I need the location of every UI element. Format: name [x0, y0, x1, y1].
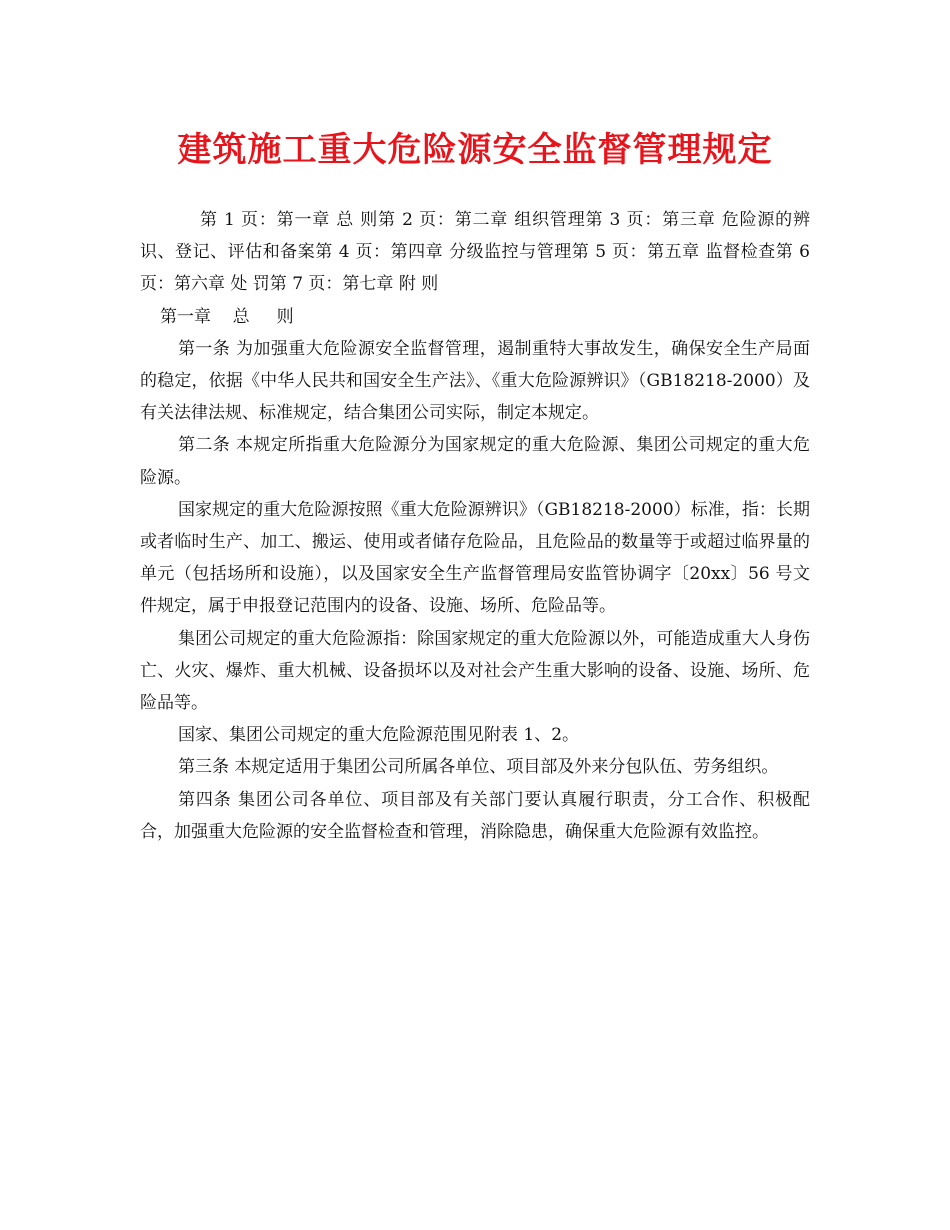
paragraph-national-definition: 国家规定的重大危险源按照《重大危险源辨识》（GB18218-2000）标准，指：长期或者临时生产、加工、搬运、使用或者储存危险品，且危险品的数量等于或超过临界量的单元（包括场所和设施），以及国家安全生产监督管理局安监管协调字〔20xx〕56 号文件规定，属于申报登记范围内的设备、设施、场所、危险品等。 [140, 499, 810, 617]
document-body [140, 204, 810, 848]
chapter-heading: 第一章 总 则 [160, 306, 294, 327]
table-of-contents: 第 1 页：第一章 总 则第 2 页：第二章 组织管理第 3 页：第三章 危险源的辨识、登记、评估和备案第 4 页：第四章 分级监控与管理第 5 页：第五章 监督检查第 6 页：第六章 处 罚第 7 页：第七章 附 则 [140, 210, 810, 295]
paragraph-article-1: 第一条 为加强重大危险源安全监督管理，遏制重特大事故发生，确保安全生产局面的稳定，依据《中华人民共和国安全生产法》、《重大危险源辨识》（GB18218-2000）及有关法律法规、标准规定，结合集团公司实际，制定本规定。 [140, 338, 810, 424]
paragraph-article-4: 第四条 集团公司各单位、项目部及有关部门要认真履行职责，分工合作、积极配合，加强重大危险源的安全监督检查和管理，消除隐患，确保重大危险源有效监控。 [140, 789, 810, 842]
paragraph-article-3: 第三条 本规定适用于集团公司所属各单位、项目部及外来分包队伍、劳务组织。 [178, 757, 779, 778]
paragraph-scope-reference: 国家、集团公司规定的重大危险源范围见附表 1、2。 [178, 725, 580, 746]
paragraph-article-2: 第二条 本规定所指重大危险源分为国家规定的重大危险源、集团公司规定的重大危险源。 [140, 435, 810, 488]
document-title: 建筑施工重大危险源安全监督管理规定 [177, 130, 773, 170]
paragraph-group-definition: 集团公司规定的重大危险源指：除国家规定的重大危险源以外，可能造成重大人身伤亡、火灾、爆炸、重大机械、设备损坏以及对社会产生重大影响的设备、设施、场所、危险品等。 [140, 628, 810, 714]
